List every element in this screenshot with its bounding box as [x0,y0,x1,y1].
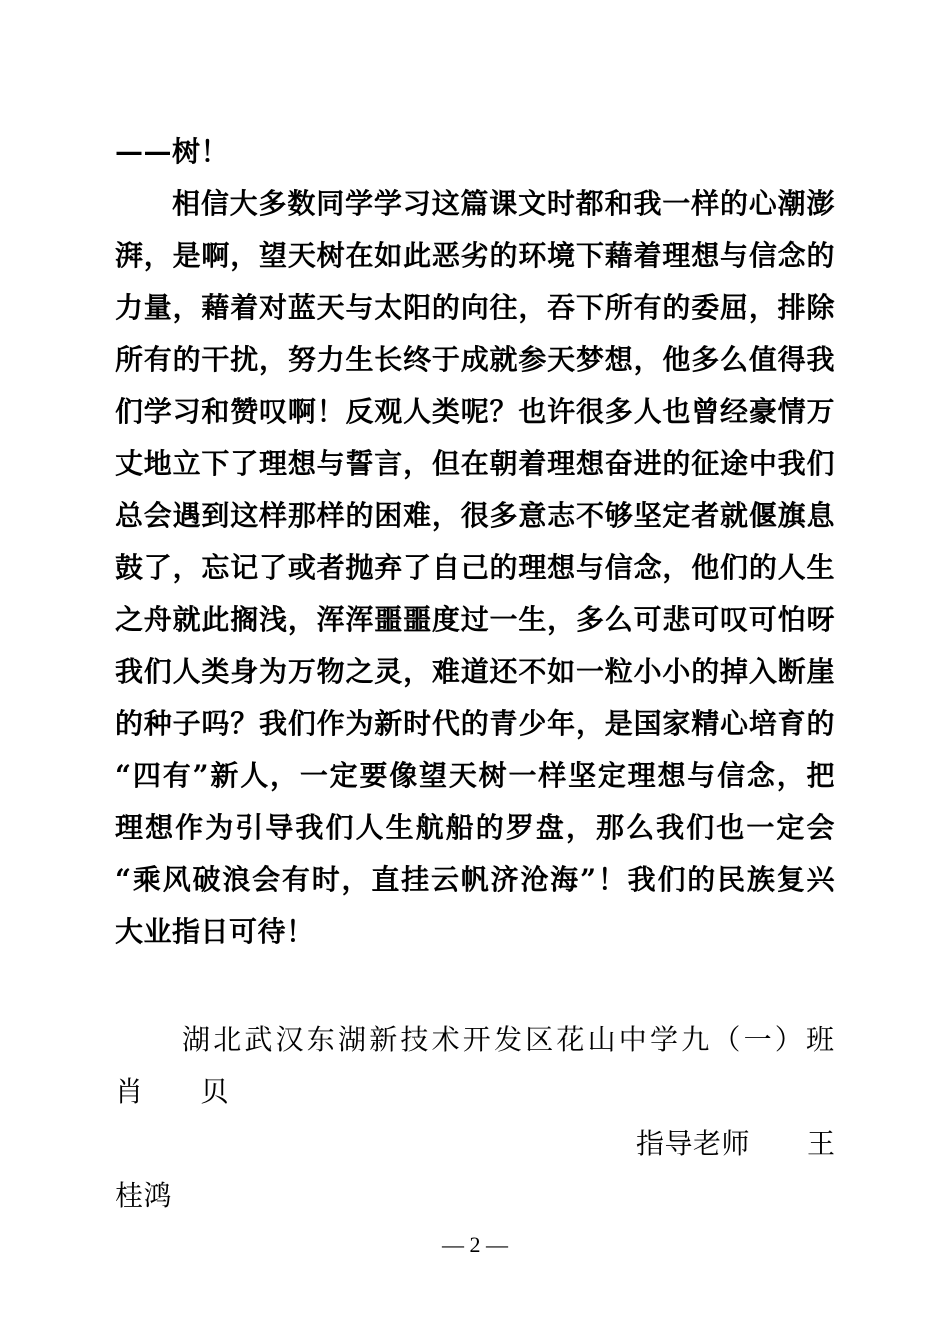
signature-student: 肖 贝 [115,1075,230,1108]
signature-teacher-name: 桂鸿 [115,1179,173,1212]
body-line: 大业指日可待！ [115,915,315,948]
body-line: 丈地立下了理想与誓言，但在朝着理想奋进的征途中我们 [115,447,835,480]
body-line: “四有”新人，一定要像望天树一样坚定理想与信念，把 [115,759,835,792]
body-line: 总会遇到这样那样的困难，很多意志不够坚定者就偃旗息 [115,499,835,532]
body-line: 们学习和赞叹啊！反观人类呢？也许很多人也曾经豪情万 [115,395,835,428]
body-line: 鼓了，忘记了或者抛弃了自己的理想与信念，他们的人生 [115,551,835,584]
body-line: ——树！ [115,135,230,168]
body-line: 理想作为引导我们人生航船的罗盘，那么我们也一定会 [115,811,835,844]
body-line: 力量，藉着对蓝天与太阳的向往，吞下所有的委屈，排除 [115,291,835,324]
page-number: — 2 — [442,1232,508,1257]
body-line: 的种子吗？我们作为新时代的青少年，是国家精心培育的 [115,707,835,740]
body-line: “乘风破浪会有时，直挂云帆济沧海”！我们的民族复兴 [115,863,835,896]
body-line: 湃，是啊，望天树在如此恶劣的环境下藉着理想与信念的 [115,239,835,272]
body-line: 所有的干扰，努力生长终于成就参天梦想，他多么值得我 [115,343,835,376]
signature-teacher-label: 指导老师 王 [636,1127,836,1160]
body-line: 之舟就此搁浅，浑浑噩噩度过一生，多么可悲可叹可怕呀 [115,603,835,636]
body-line: 相信大多数同学学习这篇课文时都和我一样的心潮澎 [172,187,835,220]
body-line: 我们人类身为万物之灵，难道还不如一粒小小的掉入断崖 [115,655,835,688]
signature-school: 湖北武汉东湖新技术开发区花山中学九（一）班 [182,1023,835,1056]
